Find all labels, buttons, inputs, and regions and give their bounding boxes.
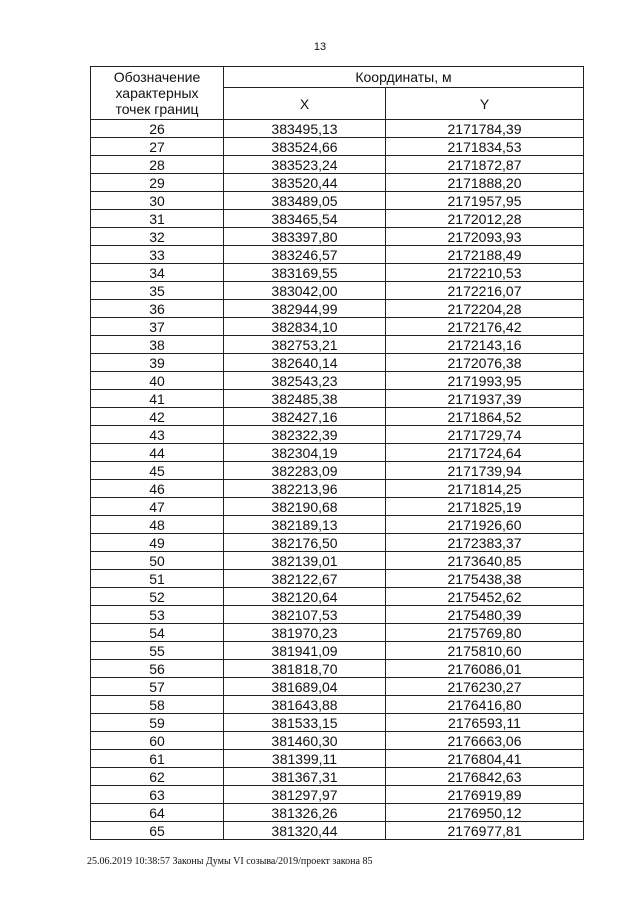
y-coordinate-cell: 2171937,39 (386, 390, 584, 408)
table-row (91, 768, 584, 786)
y-coordinate-cell: 2175452,62 (386, 588, 584, 606)
y-coordinate-cell: 2172076,38 (386, 354, 584, 372)
y-coordinate-cell: 2171814,25 (386, 480, 584, 498)
x-coordinate-cell: 382189,13 (224, 516, 386, 534)
table-row (91, 534, 584, 552)
x-coordinate-cell: 381460,30 (224, 732, 386, 750)
y-coordinate-cell: 2172216,07 (386, 282, 584, 300)
y-coordinate-cell: 2171724,64 (386, 444, 584, 462)
table-row (91, 660, 584, 678)
point-cell: 36 (91, 300, 224, 318)
point-cell: 47 (91, 498, 224, 516)
x-coordinate-cell: 382640,14 (224, 354, 386, 372)
point-cell: 62 (91, 768, 224, 786)
point-cell: 35 (91, 282, 224, 300)
y-coordinate-cell: 2171784,39 (386, 120, 584, 138)
y-coordinate-cell: 2171864,52 (386, 408, 584, 426)
x-coordinate-cell: 383520,44 (224, 174, 386, 192)
table-row (91, 300, 584, 318)
point-cell: 44 (91, 444, 224, 462)
x-coordinate-cell: 382176,50 (224, 534, 386, 552)
table-row (91, 336, 584, 354)
x-coordinate-cell: 382427,16 (224, 408, 386, 426)
table-body (91, 120, 584, 840)
point-header-line-2: характерных (115, 85, 199, 101)
y-coordinate-cell: 2176230,27 (386, 678, 584, 696)
page-number: 13 (313, 41, 327, 53)
point-cell: 54 (91, 624, 224, 642)
x-coordinate-cell: 382753,21 (224, 336, 386, 354)
point-cell: 55 (91, 642, 224, 660)
x-coordinate-cell: 381970,23 (224, 624, 386, 642)
table-row (91, 516, 584, 534)
point-cell: 59 (91, 714, 224, 732)
y-coordinate-cell: 2171825,19 (386, 498, 584, 516)
table-row (91, 750, 584, 768)
table-row (91, 624, 584, 642)
table-row (91, 642, 584, 660)
x-coordinate-cell: 382190,68 (224, 498, 386, 516)
table-row (91, 246, 584, 264)
x-coordinate-cell: 381367,31 (224, 768, 386, 786)
y-coordinate-cell: 2172143,16 (386, 336, 584, 354)
point-cell: 60 (91, 732, 224, 750)
y-coordinate-cell: 2172210,53 (386, 264, 584, 282)
x-coordinate-cell: 383489,05 (224, 192, 386, 210)
x-coordinate-cell: 382485,38 (224, 390, 386, 408)
table-row (91, 156, 584, 174)
x-coordinate-cell: 383397,80 (224, 228, 386, 246)
point-cell: 34 (91, 264, 224, 282)
x-coordinate-cell: 382139,01 (224, 552, 386, 570)
point-cell: 29 (91, 174, 224, 192)
table-row (91, 606, 584, 624)
y-coordinate-cell: 2172383,37 (386, 534, 584, 552)
y-coordinate-cell: 2172188,49 (386, 246, 584, 264)
x-coordinate-cell: 382322,39 (224, 426, 386, 444)
point-cell: 27 (91, 138, 224, 156)
table-row (91, 210, 584, 228)
y-coordinate-cell: 2176842,63 (386, 768, 584, 786)
y-coordinate-cell: 2171729,74 (386, 426, 584, 444)
x-coordinate-cell: 382122,67 (224, 570, 386, 588)
point-cell: 48 (91, 516, 224, 534)
point-cell: 32 (91, 228, 224, 246)
point-cell: 40 (91, 372, 224, 390)
x-coordinate-cell: 382304,19 (224, 444, 386, 462)
y-coordinate-cell: 2171739,94 (386, 462, 584, 480)
point-cell: 38 (91, 336, 224, 354)
table-row (91, 192, 584, 210)
point-cell: 31 (91, 210, 224, 228)
y-coordinate-cell: 2176593,11 (386, 714, 584, 732)
point-cell: 58 (91, 696, 224, 714)
x-coordinate-cell: 382283,09 (224, 462, 386, 480)
point-cell: 46 (91, 480, 224, 498)
point-header-line-1: Обозначение (113, 69, 201, 85)
y-coordinate-cell: 2176416,80 (386, 696, 584, 714)
point-cell: 43 (91, 426, 224, 444)
table-row (91, 282, 584, 300)
x-coordinate-cell: 381689,04 (224, 678, 386, 696)
x-coordinate-cell: 382543,23 (224, 372, 386, 390)
table-row (91, 570, 584, 588)
x-coordinate-cell: 381818,70 (224, 660, 386, 678)
table-row (91, 426, 584, 444)
table-row (91, 822, 584, 840)
table-row (91, 552, 584, 570)
x-column-header: X (224, 88, 386, 120)
point-cell: 52 (91, 588, 224, 606)
point-cell: 45 (91, 462, 224, 480)
table-row (91, 372, 584, 390)
table-row (91, 390, 584, 408)
y-coordinate-cell: 2172093,93 (386, 228, 584, 246)
table-row (91, 354, 584, 372)
point-cell: 49 (91, 534, 224, 552)
point-cell: 50 (91, 552, 224, 570)
point-cell: 53 (91, 606, 224, 624)
x-coordinate-cell: 383246,57 (224, 246, 386, 264)
point-cell: 26 (91, 120, 224, 138)
y-coordinate-cell: 2176804,41 (386, 750, 584, 768)
table-row (91, 480, 584, 498)
y-coordinate-cell: 2173640,85 (386, 552, 584, 570)
y-coordinate-cell: 2172204,28 (386, 300, 584, 318)
y-coordinate-cell: 2172176,42 (386, 318, 584, 336)
point-cell: 51 (91, 570, 224, 588)
point-cell: 37 (91, 318, 224, 336)
table-row (91, 444, 584, 462)
table-row (91, 732, 584, 750)
x-coordinate-cell: 383523,24 (224, 156, 386, 174)
x-coordinate-cell: 383524,66 (224, 138, 386, 156)
coordinates-header: Координаты, м (224, 67, 584, 88)
table-row (91, 174, 584, 192)
table-header (91, 67, 584, 120)
table-row (91, 786, 584, 804)
y-coordinate-cell: 2171993,95 (386, 372, 584, 390)
table-row (91, 318, 584, 336)
point-cell: 33 (91, 246, 224, 264)
y-coordinate-cell: 2171888,20 (386, 174, 584, 192)
x-coordinate-cell: 382120,64 (224, 588, 386, 606)
table-row (91, 120, 584, 138)
table-row (91, 264, 584, 282)
x-coordinate-cell: 381399,11 (224, 750, 386, 768)
y-coordinate-cell: 2176919,89 (386, 786, 584, 804)
table-row (91, 138, 584, 156)
document-footer: 25.06.2019 10:38:57 Законы Думы VI созыва/2019/проект закона 85 (87, 856, 373, 867)
y-coordinate-cell: 2176977,81 (386, 822, 584, 840)
x-coordinate-cell: 383042,00 (224, 282, 386, 300)
x-coordinate-cell: 381941,09 (224, 642, 386, 660)
point-cell: 39 (91, 354, 224, 372)
x-coordinate-cell: 382107,53 (224, 606, 386, 624)
point-cell: 42 (91, 408, 224, 426)
table-row (91, 714, 584, 732)
point-cell: 30 (91, 192, 224, 210)
x-coordinate-cell: 382213,96 (224, 480, 386, 498)
point-cell: 41 (91, 390, 224, 408)
x-coordinate-cell: 381320,44 (224, 822, 386, 840)
x-coordinate-cell: 381297,97 (224, 786, 386, 804)
y-column-header: Y (386, 88, 584, 120)
y-coordinate-cell: 2175810,60 (386, 642, 584, 660)
x-coordinate-cell: 382944,99 (224, 300, 386, 318)
point-cell: 61 (91, 750, 224, 768)
x-coordinate-cell: 383495,13 (224, 120, 386, 138)
point-cell: 28 (91, 156, 224, 174)
y-coordinate-cell: 2171872,87 (386, 156, 584, 174)
y-coordinate-cell: 2171926,60 (386, 516, 584, 534)
x-coordinate-cell: 383465,54 (224, 210, 386, 228)
table-row (91, 462, 584, 480)
y-coordinate-cell: 2176950,12 (386, 804, 584, 822)
y-coordinate-cell: 2172012,28 (386, 210, 584, 228)
table-row (91, 228, 584, 246)
point-cell: 64 (91, 804, 224, 822)
table-row (91, 588, 584, 606)
x-coordinate-cell: 381326,26 (224, 804, 386, 822)
y-coordinate-cell: 2176086,01 (386, 660, 584, 678)
y-coordinate-cell: 2171834,53 (386, 138, 584, 156)
point-designation-header (91, 67, 224, 120)
table-row (91, 696, 584, 714)
x-coordinate-cell: 381533,15 (224, 714, 386, 732)
x-coordinate-cell: 383169,55 (224, 264, 386, 282)
point-cell: 63 (91, 786, 224, 804)
point-cell: 65 (91, 822, 224, 840)
table-row (91, 804, 584, 822)
point-header-line-3: точек границ (115, 101, 199, 117)
table-row (91, 678, 584, 696)
x-coordinate-cell: 381643,88 (224, 696, 386, 714)
y-coordinate-cell: 2175769,80 (386, 624, 584, 642)
table-row (91, 498, 584, 516)
y-coordinate-cell: 2175438,38 (386, 570, 584, 588)
y-coordinate-cell: 2171957,95 (386, 192, 584, 210)
x-coordinate-cell: 382834,10 (224, 318, 386, 336)
point-cell: 57 (91, 678, 224, 696)
table-row (91, 408, 584, 426)
coordinates-table (90, 66, 584, 840)
y-coordinate-cell: 2176663,06 (386, 732, 584, 750)
point-cell: 56 (91, 660, 224, 678)
y-coordinate-cell: 2175480,39 (386, 606, 584, 624)
